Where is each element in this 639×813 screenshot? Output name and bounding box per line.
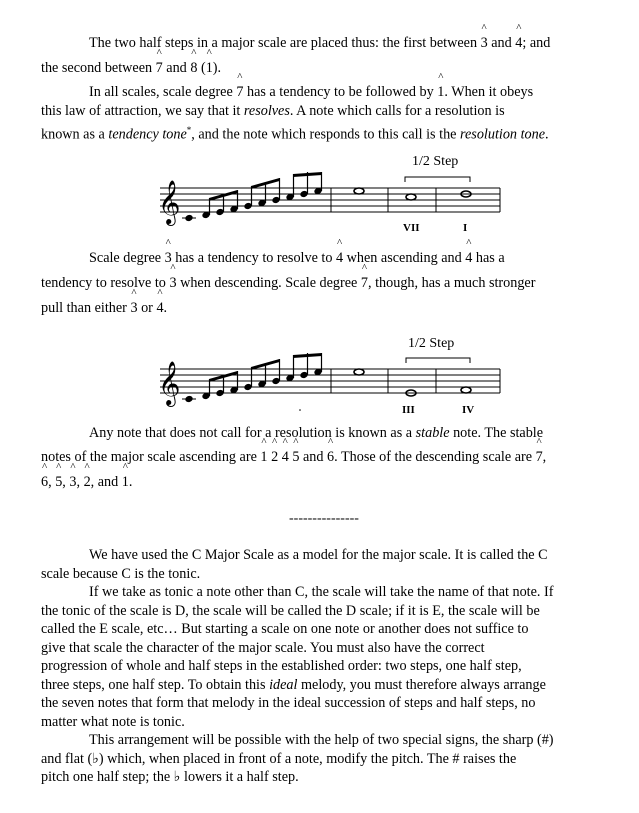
scale-degree: ^ 3 [169,274,176,293]
roman-numeral-left: VII [403,222,420,234]
text: . [163,300,168,316]
scale-degree: ^ 5 [292,448,299,467]
text: ( [197,60,206,76]
text: melody, you must therefore always arrange [297,676,546,693]
text: . A note which calls for a resolution is [289,103,505,119]
text: In all scales, scale degree [89,84,237,100]
text-line: scale because C is the tonic. [41,565,201,582]
text: has a [472,250,505,266]
emphasis: resolves [243,103,290,119]
scale-degree: ^ 1 [437,83,444,102]
scale-degree: ^ 6 [327,448,334,467]
scale-degree: ^ 1 [122,473,129,492]
text: has a tendency to resolve to [171,250,337,266]
scale-degree: ^ 1 [206,59,213,78]
scale-degree: ^ 4 [515,34,522,53]
text-line: and flat (♭) which, when placed in front of a note, modify the pitch. The # raises the [41,750,517,767]
text-line: give that scale the character of the major scale. You must also have the correct [41,639,485,656]
text-line: called the E scale, etc… But starting a scale on one note or another does not suffice to [41,621,529,637]
text: known as a [41,126,109,143]
text: pull than either [41,300,131,316]
music-figure-1 [156,152,504,242]
text: the second between [41,60,156,76]
paragraph-resolve [41,249,626,318]
emphasis: stable [415,425,450,441]
paragraph-sharp-flat [41,731,626,787]
text: notes of the major scale ascending are [41,449,261,465]
text-line [41,676,626,695]
paragraph-tendency-tone [41,83,626,145]
text: three steps, one half step. To obtain this [41,676,270,693]
scale-degree: ^ 7 [236,83,243,102]
text: tendency to resolve to [41,275,170,291]
text: , [542,449,547,465]
music-figure-2 [156,333,504,425]
roman-numeral-left: III [402,404,415,416]
text-line: matter what note is tonic. [41,713,185,730]
half-step-label: 1/2 Step [412,154,459,169]
scale-degree: ^ 1 [260,448,267,467]
text-line: progression of whole and half steps in the established order: two steps, one half step, [41,658,522,674]
emphasis: resolution tone [460,126,546,143]
text: . [128,474,133,490]
text: Scale degree [89,250,165,266]
paragraph-other-tonic [41,583,626,731]
text-line: the seven notes that form that melody in the ideal succession of steps and half steps, no [41,695,536,711]
scale-degree: ^ 7 [361,274,368,293]
text: and [487,35,516,51]
text: ). [212,60,222,76]
half-step-label: 1/2 Step [408,336,455,351]
text: . Those of the descending scale are [334,449,536,465]
scale-degree: ^ 8 [190,59,197,78]
text-line: If we take as tonic a note other than C, the scale will take the name of that note. If [89,584,554,600]
scale-degree: ^ 2 [271,448,278,467]
text-line: We have used the C Major Scale as a model for the major scale. It is called the C [89,547,548,563]
roman-numeral-right: IV [462,404,475,416]
emphasis: ideal [269,676,298,693]
footnote-marker: * [186,125,192,135]
scale-degree: ^ 4 [336,249,343,268]
paragraph-stable-notes: Any note that does not call for a resolution is known as a stable note. The stable notes of the major scale ascending are ^ 1 ^ 2 ^ 4 ^ 5 and ^ 6. Those of the descending scale are ^ 7, ^ 6, ^ 5, ^ 3, ^ 2, and ^ 1. [41,424,626,492]
scale-degree: ^ 4 [156,299,163,318]
scale-degree: ^ 7 [156,59,163,78]
text: . [545,126,549,143]
scale-degree: ^ 5 [55,473,62,492]
text: when descending. Scale degree [176,275,361,291]
text: when ascending and [343,250,466,266]
treble-clef-icon: 𝄞 [158,361,181,405]
emphasis: tendency tone [108,126,187,143]
scale-degree: ^ 4 [282,448,289,467]
text: ; and [522,35,551,51]
text: , though, has a much stronger [368,275,536,291]
scale-degree: ^ 3 [165,249,172,268]
text-line: pitch one half step; the ♭ lowers it a half step. [41,769,299,785]
paragraph-half-steps [41,34,626,78]
text: Any note that does not call for a resolution is known as a [89,425,416,441]
text-line: the tonic of the scale is D, the scale will be called the D scale; if it is E, the scale will be [41,602,540,619]
section-separator: --------------- [289,511,359,526]
scale-degree: ^ 3 [69,473,76,492]
scale-degree: ^ 7 [536,448,543,467]
text: note. The stable [449,425,544,441]
treble-clef-icon: 𝄞 [158,180,181,224]
scale-degree: ^ 3 [481,34,488,53]
scale-degree: ^ 4 [465,249,472,268]
text: The two half steps in a major scale are placed thus: the first between [89,35,481,51]
text: and [94,474,122,490]
text: this law of attraction, we say that it [41,103,244,119]
text: and [299,449,328,465]
scale-degree: ^ 2 [84,473,91,492]
scale-degree: ^ 6 [41,473,48,492]
text: or [137,300,157,316]
text-line: This arrangement will be possible with the help of two special signs, the sharp (#) [89,732,554,748]
scale-degree: ^ 3 [130,299,137,318]
paragraph-c-major [41,546,626,583]
text: and [162,60,191,76]
text: . When it obeys [444,84,534,100]
text: , and the note which responds to this call is the [191,126,461,143]
roman-numeral-right: I [463,222,468,234]
text: has a tendency to be followed by [243,84,438,100]
